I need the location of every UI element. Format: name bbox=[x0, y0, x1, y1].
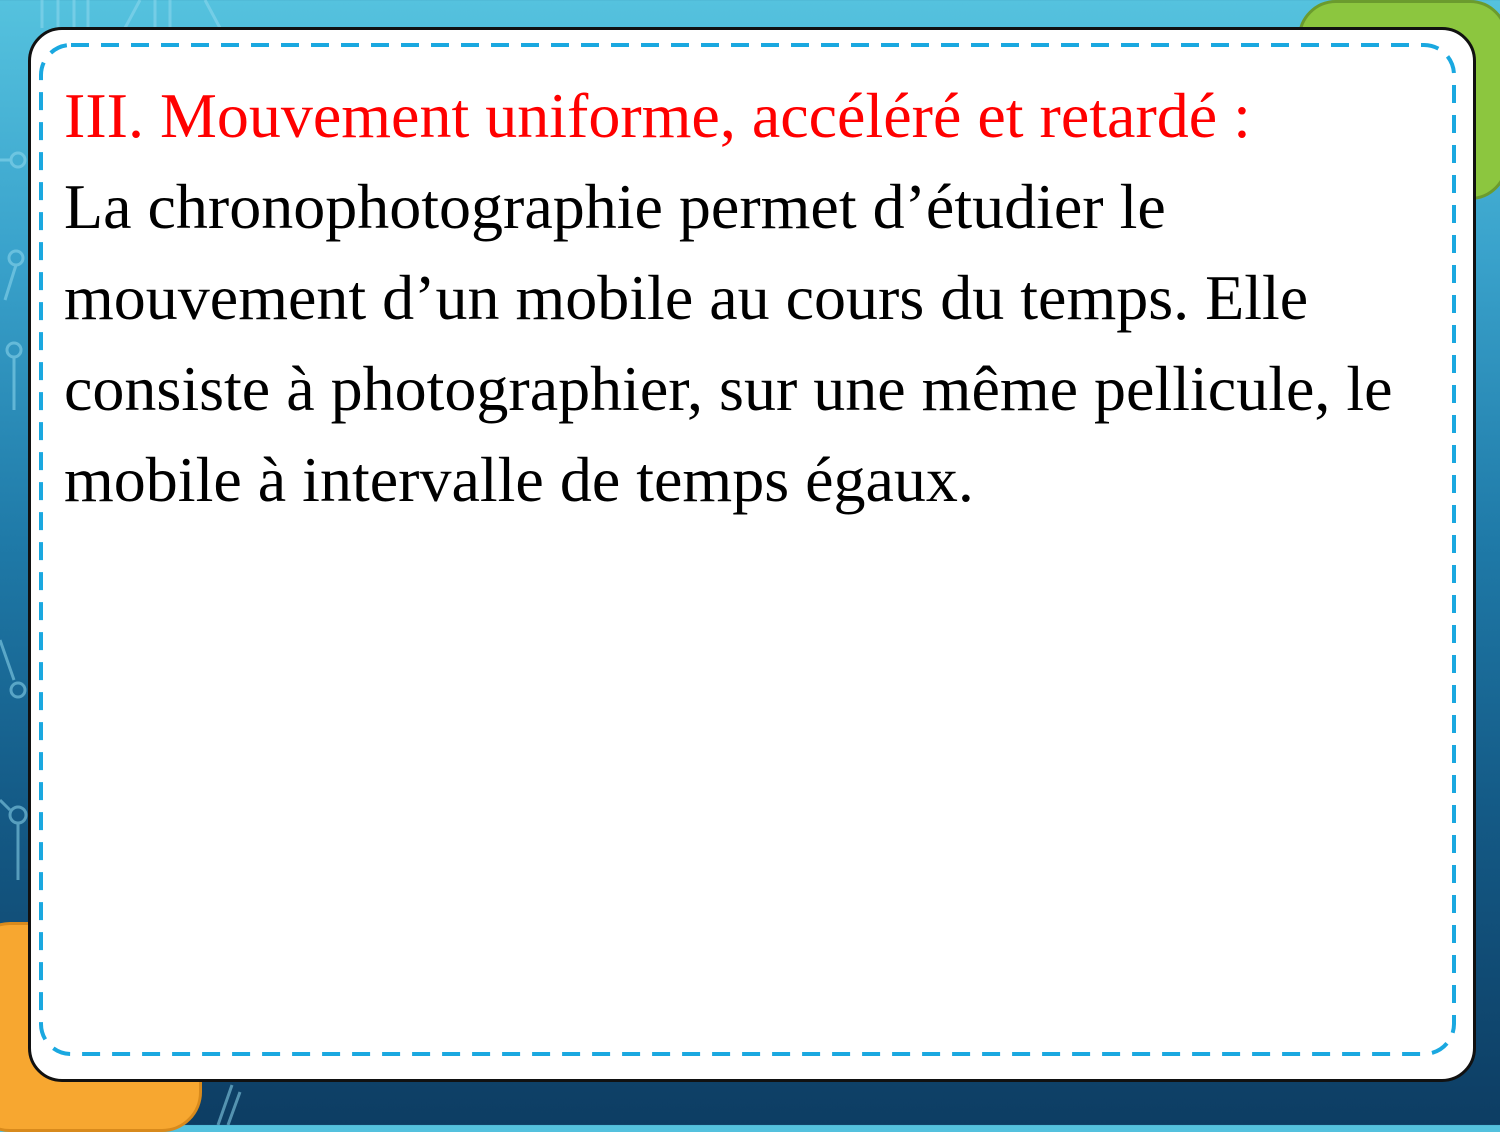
slide-paragraph: La chronophotographie permet d’étudier le mouvement d’un mobile au cours du temps. Elle consiste à photographier, sur une même pellicule, le mobile à intervalle de temps égaux. bbox=[64, 171, 1393, 515]
slide-title: III. Mouvement uniforme, accéléré et retardé : bbox=[64, 80, 1251, 151]
slide-content bbox=[64, 70, 1444, 525]
